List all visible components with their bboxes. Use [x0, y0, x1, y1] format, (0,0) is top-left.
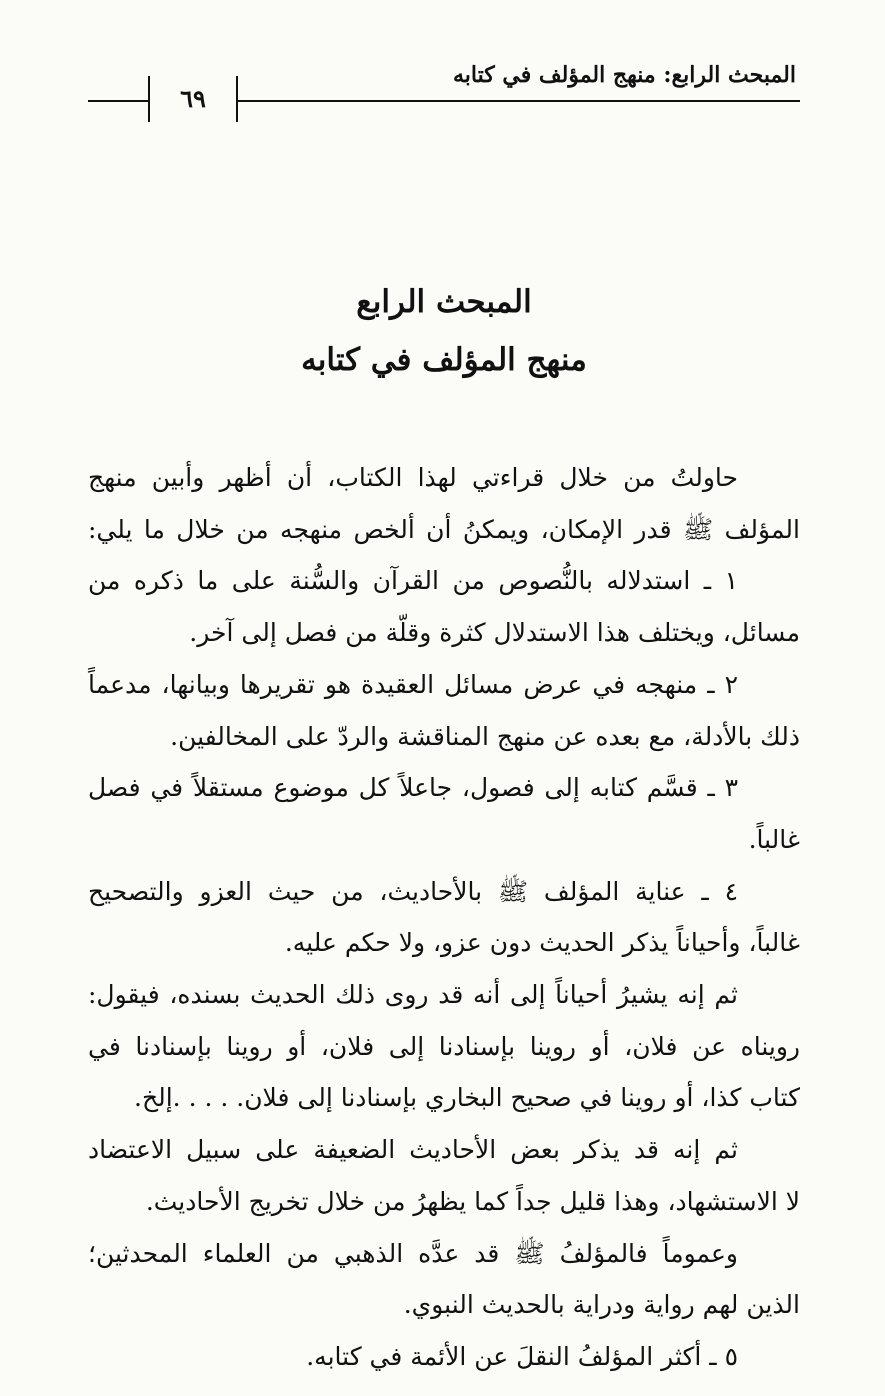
- text-line: ٤ ـ عناية المؤلف ﷺ بالأحاديث، من حيث العزو والتصحيح: [88, 876, 738, 906]
- text-line: المؤلف ﷺ قدر الإمكان، ويمكنُ أن ألخص منهجه من خلال ما يلي:: [88, 514, 800, 544]
- text-line: لا الاستشهاد، وهذا قليل جداً كما يظهرُ من خلال تخريج الأحاديث.: [145, 1186, 800, 1216]
- section-heading: المبحث الرابع: [356, 284, 532, 320]
- text-line: ٣ ـ قسَّم كتابه إلى فصول، جاعلاً كل موضوع مستقلاً في فصل: [88, 773, 738, 803]
- text-line: غالباً، وأحياناً يذكر الحديث دون عزو، ولا حكم عليه.: [284, 928, 800, 958]
- text-line: حاولتُ من خلال قراءتي لهذا الكتاب، أن أظهر وأبين منهج: [88, 463, 738, 492]
- section-subtitle: منهج المؤلف في كتابه: [301, 342, 587, 378]
- text-line: الذين لهم رواية ودراية بالحديث النبوي.: [403, 1290, 800, 1320]
- text-line: غالباً.: [748, 824, 800, 854]
- body-text: [88, 452, 800, 1383]
- text-line: مسائل، ويختلف هذا الاستدلال كثرة وقلّة من فصل إلى آخر.: [189, 618, 800, 648]
- text-line: ١ ـ استدلاله بالنُّصوص من القرآن والسُّنة على ما ذكره من: [88, 566, 738, 596]
- text-line: ثم إنه يشيرُ أحياناً إلى أنه قد روى ذلك الحديث بسنده، فيقول:: [88, 980, 738, 1010]
- text-line: وعموماً فالمؤلفُ ﷺ قد عدَّه الذهبي من العلماء المحدثين؛: [88, 1238, 738, 1268]
- running-title: المبحث الرابع: منهج المؤلف في كتابه: [452, 62, 796, 88]
- text-line: ٥ ـ أكثر المؤلفُ النقلَ عن الأئمة في كتابه.: [306, 1341, 738, 1371]
- text-line: كتاب كذا، أو روينا في صحيح البخاري بإسنادنا إلى فلان. . . . .إلخ.: [134, 1083, 800, 1113]
- text-line: ٢ ـ منهجه في عرض مسائل العقيدة هو تقريرها وبيانها، مدعماً: [88, 669, 738, 699]
- header-rule-short: [88, 100, 148, 102]
- page-number: ٦٩: [180, 84, 206, 113]
- text-line: رويناه عن فلان، أو روينا بإسنادنا إلى فلان، أو روينا بإسنادنا في: [88, 1031, 800, 1061]
- header-divider: [236, 76, 238, 122]
- running-header: [88, 62, 800, 122]
- text-line: ثم إنه قد يذكر بعض الأحاديث الضعيفة على سبيل الاعتضاد: [88, 1135, 738, 1165]
- text-line: ذلك بالأدلة، مع بعده عن منهج المناقشة والردّ على المخالفين.: [170, 721, 800, 751]
- header-rule: [238, 100, 800, 102]
